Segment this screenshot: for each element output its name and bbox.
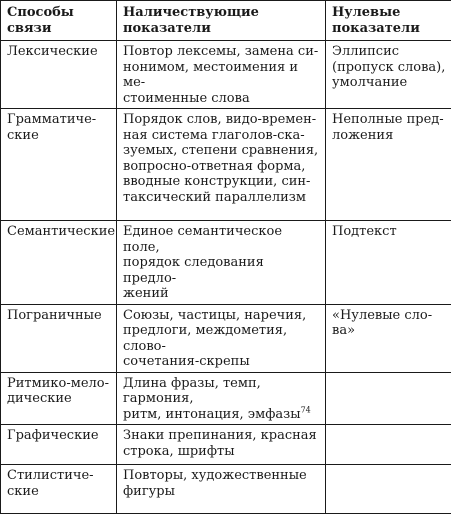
method-cell: Пограничные: [1, 304, 117, 372]
zero-indicators-cell: Подтекст: [326, 221, 451, 305]
header-row: [1, 1, 451, 41]
present-indicators-cell: Длина фразы, темп, гармония, ритм, интонация, эмфазы$^{74}$: [117, 372, 326, 425]
present-indicators-cell: Повторы, художественные фигуры: [117, 465, 326, 514]
zero-indicators-cell: [326, 372, 451, 425]
present-indicators-cell: Единое семантическое поле, порядок следования предло- жений: [117, 221, 326, 305]
table-row: [1, 304, 451, 372]
zero-indicators-cell: Неполные пред- ложения: [326, 109, 451, 221]
header-methods: Способы связи: [1, 1, 117, 41]
table-row: [1, 109, 451, 221]
method-cell: Грамматиче- ские: [1, 109, 117, 221]
table-row: [1, 221, 451, 305]
table-row: [1, 41, 451, 109]
method-cell: Ритмико-мело- дические: [1, 372, 117, 425]
present-indicators-cell: Союзы, частицы, наречия, предлоги, междометия, слово- сочетания-скрепы: [117, 304, 326, 372]
method-cell: Стилистиче- ские: [1, 465, 117, 514]
zero-indicators-cell: «Нулевые сло- ва»: [326, 304, 451, 372]
header-present-indicators: Наличествующие показатели: [117, 1, 326, 41]
present-indicators-cell: Повтор лексемы, замена си- нонимом, местоимения и ме- стоименные слова: [117, 41, 326, 109]
method-cell: Лексические: [1, 41, 117, 109]
table-row: [1, 372, 451, 425]
present-indicators-cell: Порядок слов, видо-времен- ная система глаголов-ска- зуемых, степени сравнения, вопросно-ответная форма, вводные конструкции, син- таксический параллелизм: [117, 109, 326, 221]
table-row: [1, 425, 451, 465]
footnote-marker: 74: [301, 405, 311, 414]
method-cell: Графические: [1, 425, 117, 465]
table-row: [1, 465, 451, 514]
present-indicators-cell: Знаки препинания, красная строка, шрифты: [117, 425, 326, 465]
zero-indicators-cell: Эллипсис (пропуск слова), умолчание: [326, 41, 451, 109]
header-zero-indicators: Нулевые показатели: [326, 1, 451, 41]
method-cell: Семантические: [1, 221, 117, 305]
zero-indicators-cell: [326, 465, 451, 514]
zero-indicators-cell: [326, 425, 451, 465]
